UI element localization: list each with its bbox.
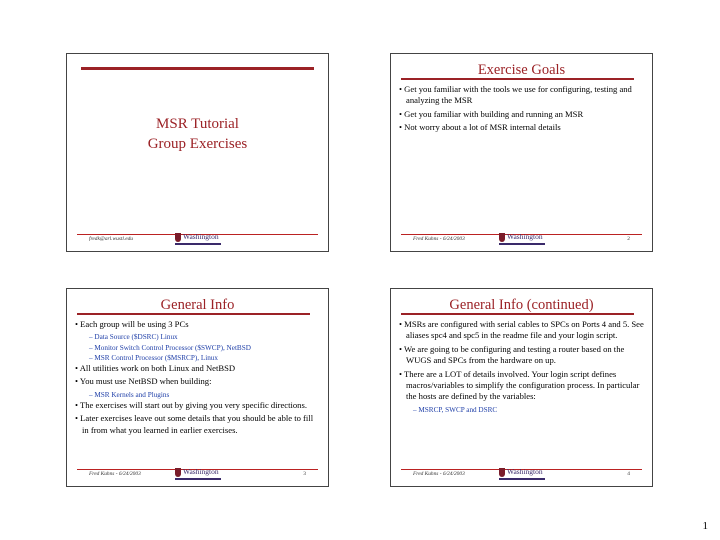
washington-logo <box>175 468 221 480</box>
logo-text: Washington <box>507 232 543 241</box>
slide-2-bullet-2: • Get you familiar with building and running an MSR <box>397 109 644 120</box>
slide-4-footer: Fred Kuhns - 6/24/2003 <box>413 471 465 477</box>
washington-logo <box>175 233 221 245</box>
logo-text: Washington <box>183 232 219 241</box>
slide-3-bullet-4: • The exercises will start out by giving you very specific directions. <box>73 400 320 411</box>
logo-bar <box>175 478 221 480</box>
slide-3-bullet-1: • Each group will be using 3 PCs <box>73 319 320 330</box>
logo-bar <box>499 243 545 245</box>
university-shield-icon <box>499 233 505 242</box>
slide-1-thumbnail[interactable] <box>66 53 329 252</box>
slide-4-thumbnail[interactable] <box>390 288 653 487</box>
slide-4-subbullet-1: – MSRCP, SWCP and DSRC <box>397 405 644 415</box>
slide-3-number: 3 <box>303 471 306 477</box>
slide-3-bullet-3: • You must use NetBSD when building: <box>73 376 320 387</box>
slide-2-footer: Fred Kuhns - 6/24/2003 <box>413 236 465 242</box>
slide-2-thumbnail[interactable] <box>390 53 653 252</box>
slide-4-bullet-2: • We are going to be configuring and testing a router based on the WUGS and SPCs from the hardware on up. <box>397 344 644 367</box>
slide-1-footer: fredk@arl.wustl.edu <box>89 236 133 242</box>
washington-logo <box>499 468 545 480</box>
slide-3-footer: Fred Kuhns - 6/24/2003 <box>89 471 141 477</box>
slide-3-title-rule <box>77 313 310 315</box>
slide-1-header-bar <box>81 67 314 70</box>
logo-text: Washington <box>507 467 543 476</box>
slide-2-title-rule <box>401 78 634 80</box>
slide-2-body <box>397 84 644 136</box>
slide-3-title: General Info <box>160 297 235 313</box>
slide-3-subbullet-1: – Data Source ($DSRC) Linux <box>73 332 320 342</box>
slide-2-number: 2 <box>627 236 630 242</box>
university-shield-icon <box>175 233 181 242</box>
slide-3-bullet-5: • Later exercises leave out some details that you should be able to fill in from what you learned in earlier exercises. <box>73 413 320 436</box>
slide-3-thumbnail[interactable] <box>66 288 329 487</box>
slide-3-subbullet-2: – Monitor Switch Control Processor ($SWCP), NetBSD <box>73 343 320 353</box>
slide-4-body <box>397 319 644 415</box>
slide-3-body <box>73 319 320 438</box>
slide-3-subbullet-3: – MSR Control Processor ($MSRCP), Linux <box>73 353 320 363</box>
slide-4-title-rule <box>401 313 634 315</box>
slide-2-bullet-1: • Get you familiar with the tools we use for configuring, testing and analyzing the MSR <box>397 84 644 107</box>
washington-logo <box>499 233 545 245</box>
slide-4-title: General Info (continued) <box>449 297 594 313</box>
slide-3-bullet-2: • All utilities work on both Linux and NetBSD <box>73 363 320 374</box>
slide-2-title: Exercise Goals <box>477 62 566 78</box>
logo-bar <box>499 478 545 480</box>
slide-3-subbullet-4: – MSR Kernels and Plugins <box>73 390 320 400</box>
slide-1-title <box>67 114 328 154</box>
slide-4-bullet-1: • MSRs are configured with serial cables to SPCs on Ports 4 and 5. See aliases spc4 and spc5 in the readme file and your login script. <box>397 319 644 342</box>
university-shield-icon <box>175 468 181 477</box>
page-number: 1 <box>702 520 708 532</box>
university-shield-icon <box>499 468 505 477</box>
slide-1-title-line-2: Group Exercises <box>147 136 248 152</box>
slide-4-bullet-3: • There are a LOT of details involved. Your login script defines macros/variables to simplify the configuration process. In particular the hosts are defined by the variables: <box>397 369 644 403</box>
logo-bar <box>175 243 221 245</box>
logo-text: Washington <box>183 467 219 476</box>
slide-2-bullet-3: • Not worry about a lot of MSR internal details <box>397 122 644 133</box>
slide-1-title-line-1: MSR Tutorial <box>156 116 239 132</box>
slide-4-number: 4 <box>627 471 630 477</box>
